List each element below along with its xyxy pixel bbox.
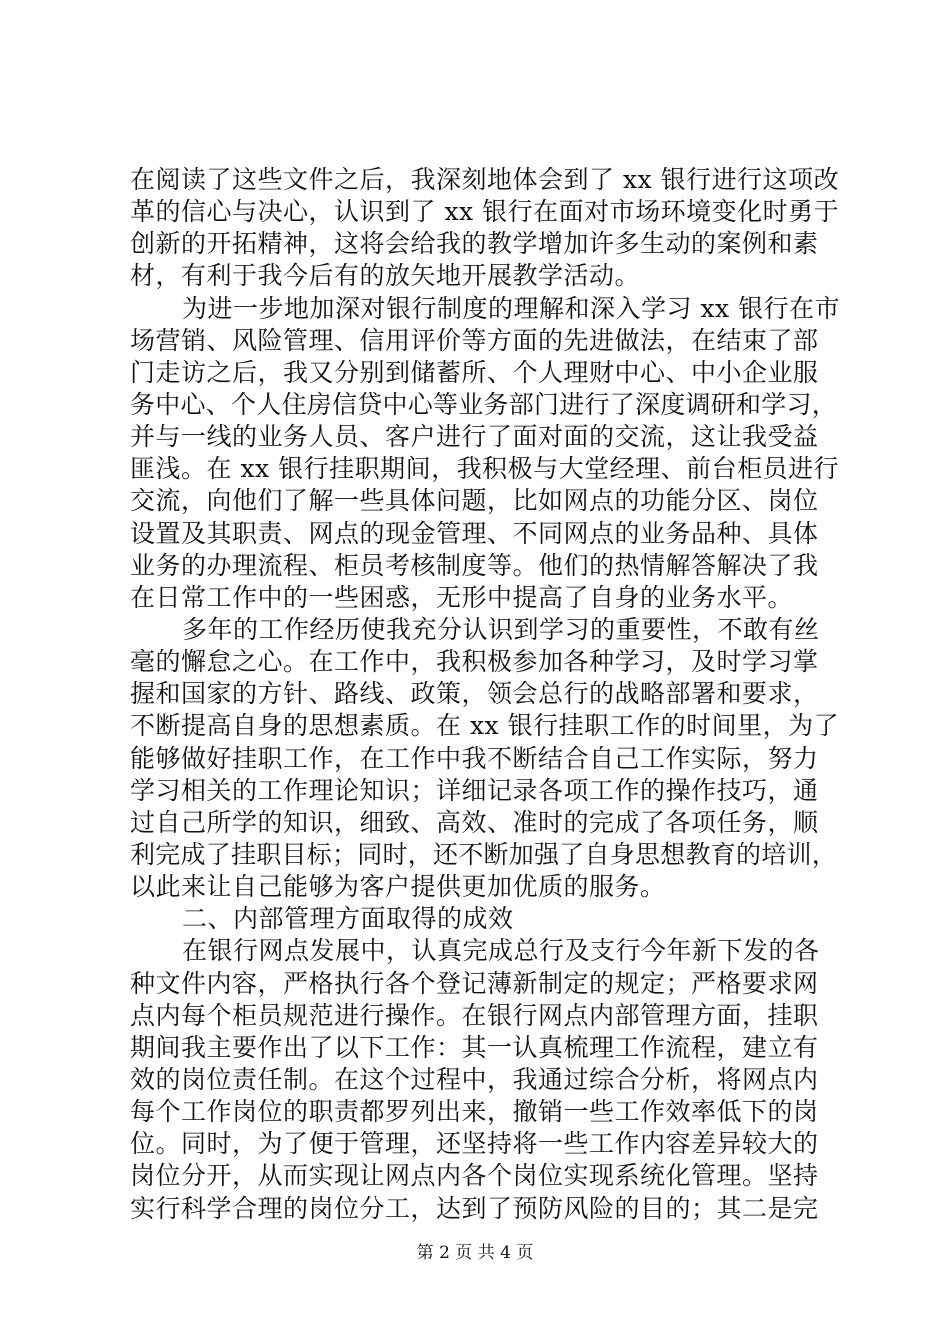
text-line: 并与一线的业务人员、客户进行了面对面的交流，这让我受益 bbox=[130, 422, 819, 452]
text-line: 效的岗位责任制。在这个过程中，我通过综合分析，将网点内 bbox=[130, 1064, 819, 1094]
text-line: 在日常工作中的一些困惑，无形中提高了自身的业务水平。 bbox=[130, 582, 794, 612]
text-line: 二、内部管理方面取得的成效 bbox=[182, 904, 514, 934]
text-line: 过自己所学的知识，细致、高效、准时的完成了各项任务，顺 bbox=[130, 807, 819, 837]
text-line: 每个工作岗位的职责都罗列出来，撤销一些工作效率低下的岗 bbox=[130, 1097, 819, 1127]
text-line: 点内每个柜员规范进行操作。在银行网点内部管理方面，挂职 bbox=[130, 1000, 819, 1030]
text-line: 创新的开拓精神，这将会给我的教学增加许多生动的案例和素 bbox=[130, 229, 819, 259]
text-line: 毫的懈怠之心。在工作中，我积极参加各种学习，及时学习掌 bbox=[130, 647, 819, 677]
text-line: 位。同时，为了便于管理，还坚持将一些工作内容差异较大的 bbox=[130, 1129, 819, 1159]
text-line: 以此来让自己能够为客户提供更加优质的服务。 bbox=[130, 872, 666, 902]
text-line: 学习相关的工作理论知识；详细记录各项工作的操作技巧，通 bbox=[130, 775, 819, 805]
text-line: 多年的工作经历使我充分认识到学习的重要性，不敢有丝 bbox=[182, 614, 820, 644]
text-line: 为进一步地加深对银行制度的理解和深入学习 xx 银行在市 bbox=[182, 293, 841, 323]
page-footer: 第 2 页 共 4 页 bbox=[416, 1243, 534, 1263]
text-line: 材，有利于我今后有的放矢地开展教学活动。 bbox=[130, 261, 641, 291]
text-line: 业务的办理流程、柜员考核制度等。他们的热情解答解决了我 bbox=[130, 550, 819, 580]
text-line: 交流，向他们了解一些具体问题，比如网点的功能分区、岗位 bbox=[130, 486, 819, 516]
text-line: 门走访之后，我又分别到储蓄所、个人理财中心、中小企业服 bbox=[130, 357, 819, 387]
text-line: 岗位分开，从而实现让网点内各个岗位实现系统化管理。坚持 bbox=[130, 1161, 819, 1191]
text-line: 务中心、个人住房信贷中心等业务部门进行了深度调研和学习， bbox=[130, 389, 838, 419]
document-body bbox=[130, 164, 840, 1225]
text-line: 利完成了挂职目标；同时，还不断加强了自身思想教育的培训， bbox=[130, 839, 838, 869]
text-line: 设置及其职责、网点的现金管理、不同网点的业务品种、具体 bbox=[130, 518, 819, 548]
text-line: 在银行网点发展中，认真完成总行及支行今年新下发的各 bbox=[182, 936, 820, 966]
text-line: 场营销、风险管理、信用评价等方面的先进做法，在结束了部 bbox=[130, 325, 819, 355]
text-line: 能够做好挂职工作，在工作中我不断结合自己工作实际，努力 bbox=[130, 743, 819, 773]
text-line: 期间我主要作出了以下工作：其一认真梳理工作流程，建立有 bbox=[130, 1032, 819, 1062]
text-line: 在阅读了这些文件之后，我深刻地体会到了 xx 银行进行这项改 bbox=[130, 165, 840, 194]
text-line: 革的信心与决心，认识到了 xx 银行在面对市场环境变化时勇于 bbox=[130, 197, 840, 227]
text-line: 握和国家的方针、路线、政策，领会总行的战略部署和要求， bbox=[130, 679, 819, 709]
text-line: 实行科学合理的岗位分工，达到了预防风险的目的；其二是完 bbox=[130, 1193, 819, 1223]
text-line: 不断提高自身的思想素质。在 xx 银行挂职工作的时间里，为了 bbox=[130, 711, 840, 741]
text-line: 种文件内容，严格执行各个登记薄新制定的规定；严格要求网 bbox=[130, 968, 819, 998]
text-line: 匪浅。在 xx 银行挂职期间，我积极与大堂经理、前台柜员进行 bbox=[130, 454, 840, 484]
